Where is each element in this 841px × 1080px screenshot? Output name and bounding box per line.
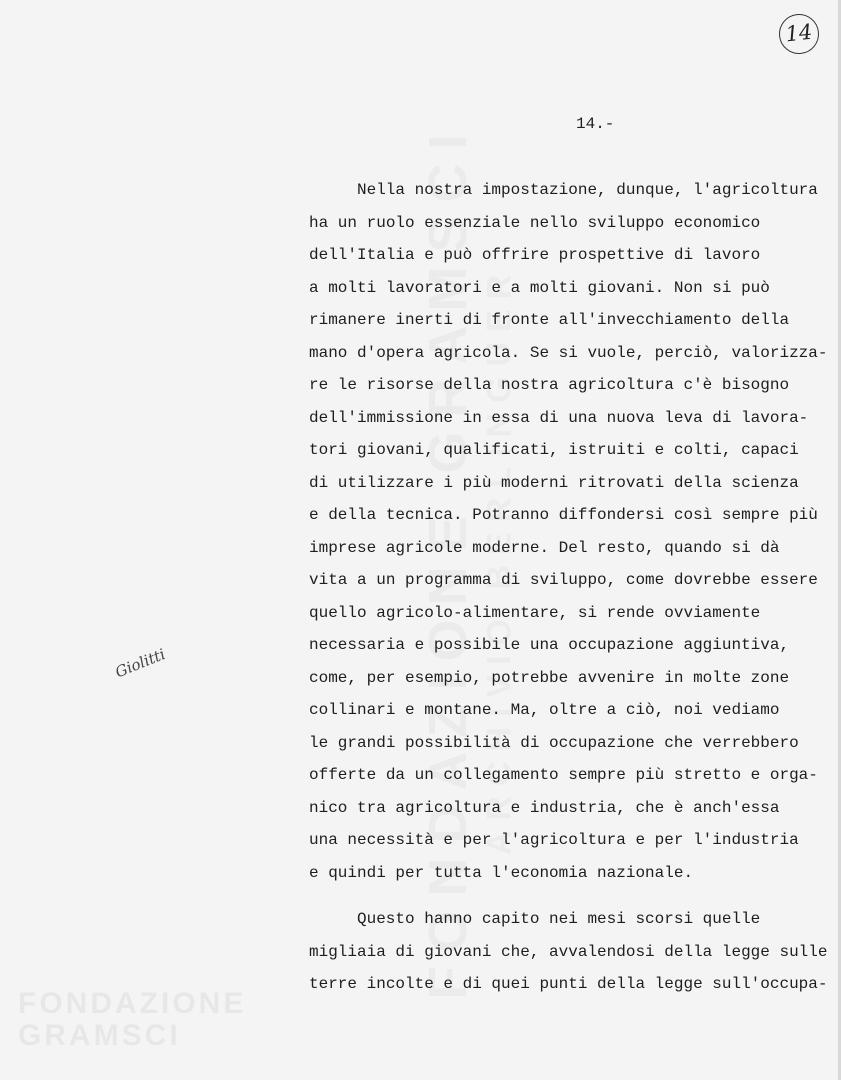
text-line: a molti lavoratori e a molti giovani. Non si può — [309, 279, 770, 297]
text-line: rimanere inerti di fronte all'invecchiamento della — [309, 311, 790, 329]
page-number: 14.- — [576, 115, 615, 133]
text-line: Questo hanno capito nei mesi scorsi quelle — [357, 910, 761, 928]
text-line: migliaia di giovani che, avvalendosi della legge sulle — [309, 943, 828, 961]
text-line: terre incolte e di quei punti della legge sull'occupa- — [309, 975, 828, 993]
handwritten-margin-note: Giolitti — [112, 645, 168, 682]
text-line: tori giovani, qualificati, istruiti e colti, capaci — [309, 441, 799, 459]
watermark-logo-line-1: FONDAZIONE — [18, 987, 247, 1020]
text-line: mano d'opera agricola. Se si vuole, perciò, valorizza- — [309, 344, 828, 362]
text-line: vita a un programma di sviluppo, come dovrebbe essere — [309, 571, 818, 589]
text-line: ha un ruolo essenziale nello sviluppo economico — [309, 214, 761, 232]
text-line: le grandi possibilità di occupazione che verrebbero — [309, 734, 799, 752]
text-line: collinari e montane. Ma, oltre a ciò, noi vediamo — [309, 701, 780, 719]
text-line: offerte da un collegamento sempre più stretto e orga- — [309, 766, 818, 784]
text-line: necessaria e possibile una occupazione aggiuntiva, — [309, 636, 790, 654]
text-line: di utilizzare i più moderni ritrovati della scienza — [309, 474, 799, 492]
text-line: dell'immissione in essa di una nuova leva di lavora- — [309, 409, 809, 427]
text-line: Nella nostra impostazione, dunque, l'agricoltura — [357, 181, 818, 199]
text-line: e della tecnica. Potranno diffondersi così sempre più — [309, 506, 818, 524]
text-line: nico tra agricoltura e industria, che è anch'essa — [309, 799, 780, 817]
text-line: come, per esempio, potrebbe avvenire in molte zone — [309, 669, 790, 687]
text-line: re le risorse della nostra agricoltura c'è bisogno — [309, 376, 790, 394]
watermark-logo — [18, 988, 246, 1052]
text-line: quello agricolo-alimentare, si rende ovviamente — [309, 604, 761, 622]
text-line: e quindi per tutta l'economia nazionale. — [309, 864, 694, 882]
archive-stamp-number: 14 — [777, 12, 821, 56]
text-line: dell'Italia e può offrire prospettive di lavoro — [309, 246, 761, 264]
text-line: una necessità e per l'agricoltura e per l'industria — [309, 831, 799, 849]
text-line: imprese agricole moderne. Del resto, quando si dà — [309, 539, 780, 557]
watermark-logo-line-2: GRAMSCI — [18, 1019, 181, 1052]
